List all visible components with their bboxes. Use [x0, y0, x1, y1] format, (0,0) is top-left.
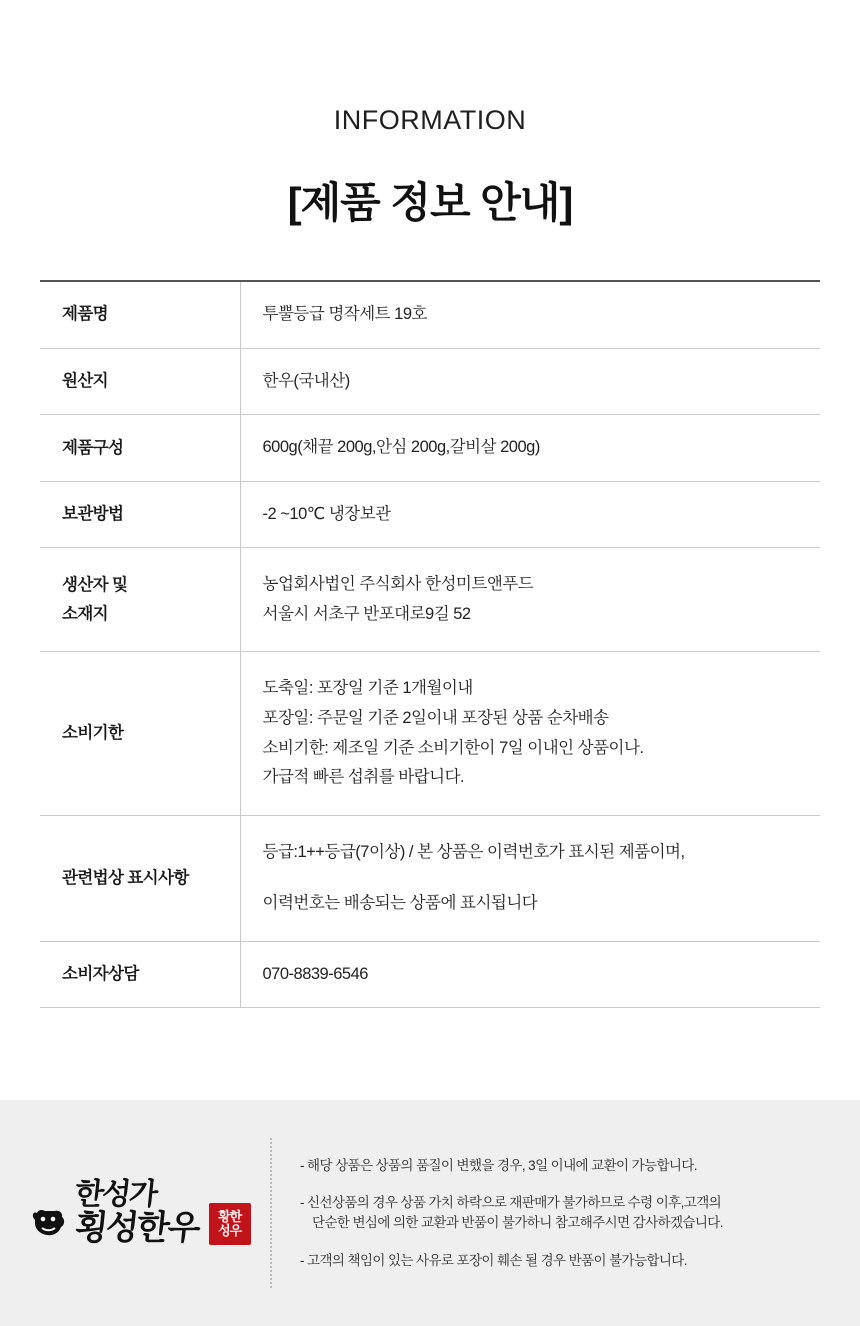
row-value-line: 도축일: 포장일 기준 1개월이내	[262, 679, 473, 698]
row-value	[240, 415, 820, 482]
footer-note	[300, 1193, 820, 1232]
row-label-line: 생산자 및	[62, 576, 128, 595]
footer-note-main: - 신선상품의 경우 상품 가치 하락으로 재판매가 불가하므로 수령 이후,고객의	[300, 1195, 722, 1211]
row-value-line: -2 ~10℃ 냉장보관	[262, 504, 391, 523]
footer-divider	[270, 1138, 272, 1288]
table-row	[40, 548, 820, 652]
row-value-line: 한우(국내산)	[262, 371, 350, 390]
row-value	[240, 348, 820, 415]
row-value	[240, 481, 820, 548]
row-value-line: 소비기한: 제조일 기준 소비기한이 7일 이내인 상품이나.	[262, 738, 644, 757]
table-row	[40, 348, 820, 415]
row-value	[240, 548, 820, 652]
cow-icon	[29, 1208, 67, 1243]
row-value-line: 등급:1++등급(7이상) / 본 상품은 이력번호가 표시된 제품이며,	[262, 842, 685, 861]
row-label: 소비자상담	[40, 941, 240, 1008]
page-eng-title: INFORMATION	[333, 105, 527, 135]
table-row	[40, 481, 820, 548]
row-label: 제품명	[40, 281, 240, 348]
logo-wrap	[29, 1179, 250, 1246]
row-value	[240, 815, 820, 941]
brand-stamp-line-1: 황한	[218, 1208, 242, 1224]
table-row	[40, 415, 820, 482]
brand-stamp	[209, 1203, 251, 1245]
row-value-line: 농업회사법인 주식회사 한성미트앤푸드	[262, 575, 534, 594]
row-value-line: 070-8839-6546	[262, 964, 368, 983]
table-row	[40, 652, 820, 815]
row-value-line: 포장일: 주문일 기준 2일이내 포장된 상품 순차배송	[262, 708, 609, 727]
brand-stamp-line-2: 성우	[218, 1222, 242, 1238]
footer-note-sub: 단순한 변심에 의한 교환과 반품이 불가하니 참고해주시면 감사하겠습니다.	[312, 1215, 723, 1230]
table-row	[40, 941, 820, 1008]
row-value-line: 가급적 빠른 섭취를 바랍니다.	[262, 768, 465, 787]
logo-line-1: 한성가	[73, 1178, 159, 1212]
page-title: [제품 정보 안내]	[287, 179, 573, 226]
footer-note	[300, 1251, 820, 1271]
footer-notes	[300, 1156, 860, 1270]
row-value	[240, 281, 820, 348]
row-value	[240, 941, 820, 1008]
row-value	[240, 652, 820, 815]
row-label-line: 소재지	[62, 604, 109, 623]
product-info-table	[40, 280, 820, 1008]
row-value-line: 이력번호는 배송되는 상품에 표시됩니다	[262, 894, 538, 913]
logo-text	[73, 1178, 201, 1247]
footer-note-main: - 고객의 책임이 있는 사유로 포장이 훼손 될 경우 반품이 불가능합니다.	[300, 1252, 687, 1268]
footer-note	[300, 1156, 820, 1176]
brand-logo	[0, 1179, 270, 1246]
table-row	[40, 281, 820, 348]
row-value-line: 600g(채끝 200g,안심 200g,갈비살 200g)	[262, 438, 540, 457]
row-value-line: 서울시 서초구 반포대로9길 52	[262, 604, 471, 623]
row-label: 관련법상 표시사항	[40, 815, 240, 941]
row-value-line: 투뿔등급 명작세트 19호	[262, 305, 427, 323]
table-row	[40, 815, 820, 941]
row-label: 제품구성	[40, 415, 240, 482]
row-label: 원산지	[40, 348, 240, 415]
row-label: 소비기한	[40, 652, 240, 815]
logo-line-2: 횡성한우	[73, 1208, 201, 1247]
row-label	[40, 548, 240, 652]
footer-note-main: - 해당 상품은 상품의 품질이 변했을 경우, 3일 이내에 교환이 가능합니다.	[300, 1157, 697, 1173]
footer	[0, 1100, 860, 1326]
row-label: 보관방법	[40, 481, 240, 548]
